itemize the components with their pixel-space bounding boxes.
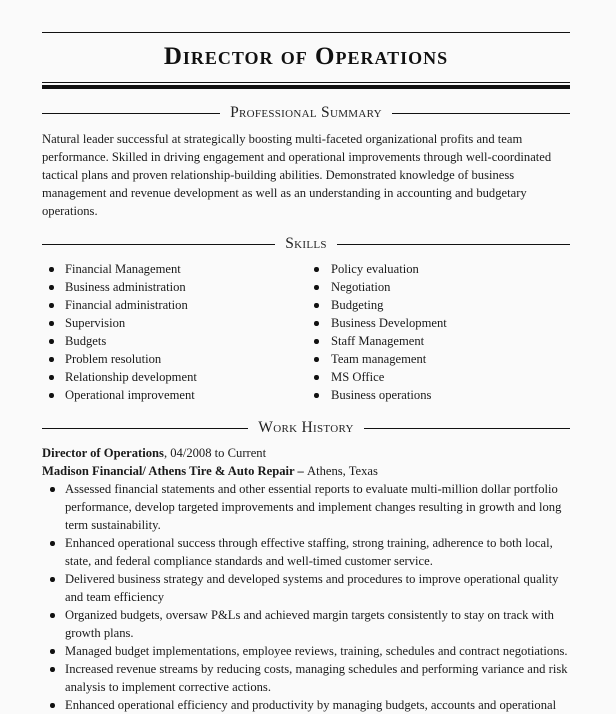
bullet-icon [49,267,54,272]
skill-item: Team management [307,350,570,368]
bullet-icon [49,357,54,362]
job-location: Athens, Texas [306,464,378,478]
section-title: Skills [285,235,327,252]
skill-item: Supervision [42,314,305,332]
skill-item: Financial administration [42,296,305,314]
job-dates: , 04/2008 to Current [163,446,267,460]
skill-item: Business operations [307,386,570,404]
bullet-icon [49,285,54,290]
section-heading-summary [42,103,570,123]
bullet-icon [49,321,54,326]
heading-rule-right [337,244,570,245]
section-title: Professional Summary [230,104,382,121]
skill-item: Operational improvement [42,386,305,404]
bullet-icon [314,339,319,344]
resume-page [42,32,570,714]
heading-rule-right [392,113,570,114]
skill-item: Relationship development [42,368,305,386]
section-heading-work-history [42,418,570,438]
skill-item: Problem resolution [42,350,305,368]
job-title-line [42,444,570,462]
bullet-icon [314,303,319,308]
bullet-icon [314,321,319,326]
section-title: Work History [258,419,354,436]
job-bullet-item: Organized budgets, oversaw P&Ls and achieved margin targets consistently to stay on track with growth plans. [42,606,570,642]
job-bullet-item: Enhanced operational efficiency and productivity by managing budgets, accounts and operational [42,696,570,714]
skill-item: Budgeting [307,296,570,314]
job-title: Director of Operations [42,446,164,460]
bullet-icon [314,285,319,290]
heading-rule-right [364,428,570,429]
bullet-icon [314,393,319,398]
job-company: Madison Financial/ Athens Tire & Auto Repair [42,464,295,478]
skills-column-2 [307,260,570,404]
bullet-icon [314,267,319,272]
job-bullet-item: Enhanced operational success through effective staffing, strong training, adherence to both local, state, and federal compliance standards and well-timed customer service. [42,534,570,570]
header-thin-rule [42,82,570,83]
bullet-icon [50,487,55,492]
skills-list [42,260,570,404]
bullet-icon [49,375,54,380]
job-bullets [42,480,570,714]
header-thick-rule [42,85,570,89]
job-bullet-item: Assessed financial statements and other essential reports to evaluate multi-million dollar portfolio performance, develop targeted improvements and implement changes resulting in growth and long term sustainability. [42,480,570,534]
bullet-icon [49,303,54,308]
bullet-icon [50,541,55,546]
bullet-icon [50,649,55,654]
bullet-icon [314,375,319,380]
skill-item: Staff Management [307,332,570,350]
job-entry [42,444,570,714]
bullet-icon [50,667,55,672]
summary-text: Natural leader successful at strategically boosting multi-faceted organizational profits and team performance. Skilled in driving engagement and operational improvements through well-coordinated tactical plans and proven relationship-building abilities. Demonstrated knowledge of business management and revenue development as well as an understanding in accounting and budgetary operations. [42,132,552,218]
skills-column-1 [42,260,305,404]
job-separator: – [294,464,307,478]
skill-item: Budgets [42,332,305,350]
skill-item: Negotiation [307,278,570,296]
job-bullet-item: Increased revenue streams by reducing costs, managing schedules and performing variance and risk analysis to implement corrective actions. [42,660,570,696]
bullet-icon [50,613,55,618]
skill-item: Business administration [42,278,305,296]
bullet-icon [49,393,54,398]
bullet-icon [314,357,319,362]
section-heading-skills [42,234,570,254]
job-bullet-item: Delivered business strategy and developed systems and procedures to improve operational quality and team efficiency [42,570,570,606]
bullet-icon [50,577,55,582]
skill-item: Financial Management [42,260,305,278]
resume-title: Director of Operations [163,43,449,70]
skill-item: Policy evaluation [307,260,570,278]
bullet-icon [49,339,54,344]
heading-rule-left [42,244,275,245]
job-bullet-item: Managed budget implementations, employee reviews, training, schedules and contract negotiations. [42,642,570,660]
heading-rule-left [42,113,220,114]
bullet-icon [50,703,55,708]
job-company-line [42,462,570,480]
skill-item: MS Office [307,368,570,386]
skill-item: Business Development [307,314,570,332]
heading-rule-left [42,428,248,429]
